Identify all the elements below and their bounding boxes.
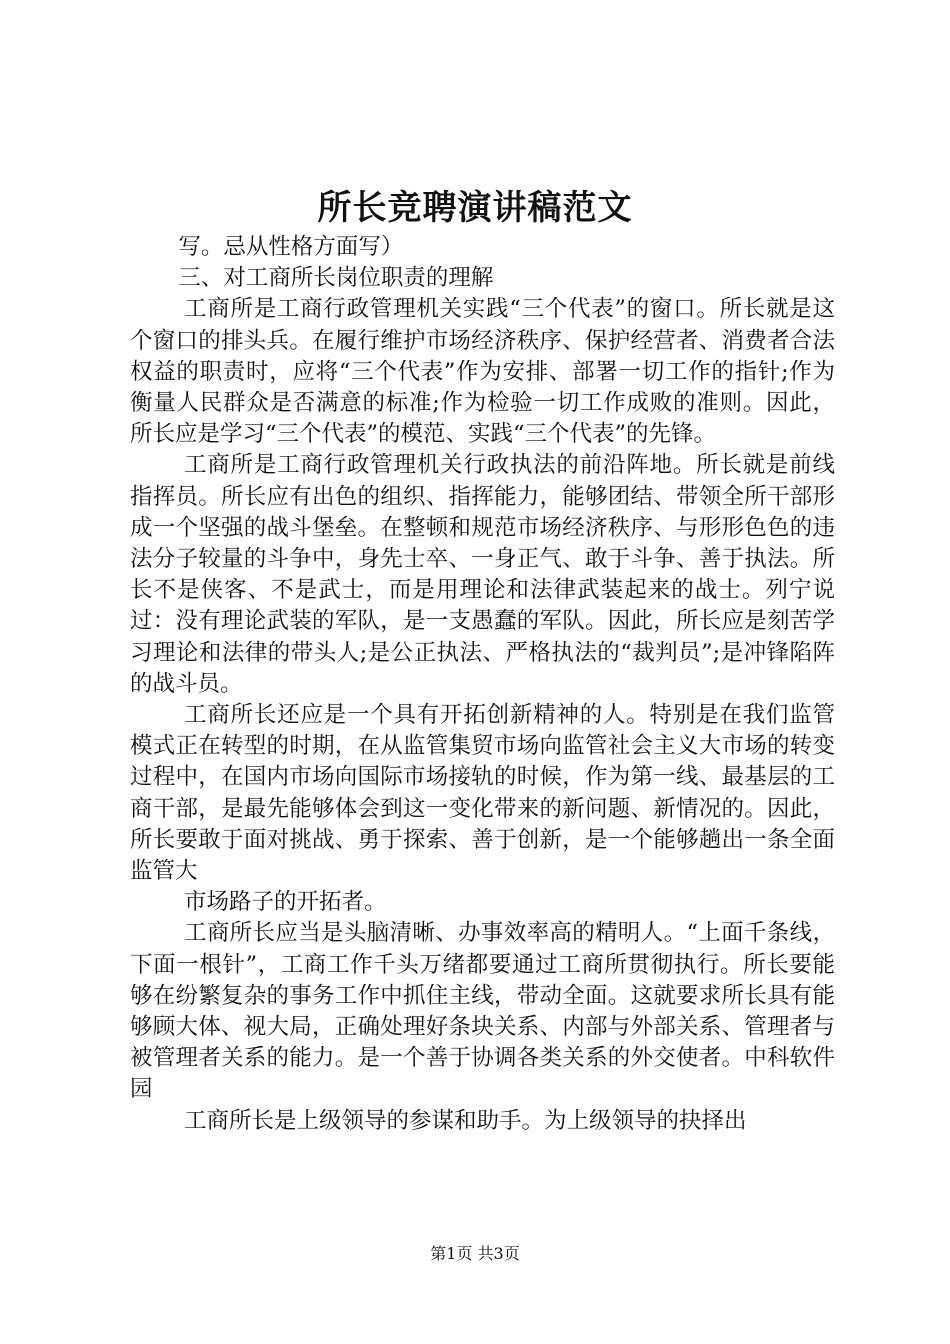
section-heading: 三、对工商所长岗位职责的理解	[178, 265, 494, 292]
page-number: 第1页 共3页	[430, 1244, 520, 1263]
paragraph-8: 工商所长是上级领导的参谋和助手。为上级领导的抉择出	[184, 1107, 747, 1134]
paragraph-6: 市场路子的开拓者。	[184, 889, 387, 916]
paragraph-5: 工商所长还应是一个具有开拓创新精神的人。特别是在我们监管模式正在转型的时期，在从监管集贸市场向监管社会主义大市场的转变过程中，在国内市场向国际市场接轨的时候，作为第一线、最基层的工商干部，是最先能够体会到这一变化带来的新问题、新情况的。因此，所长要敢于面对挑战、勇于探索、善于创新，是一个能够趟出一条全面监管大	[130, 702, 835, 885]
paragraph-1: 写。忌从性格方面写）	[178, 234, 404, 260]
paragraph-4: 工商所是工商行政管理机关行政执法的前沿阵地。所长就是前线指挥员。所长应有出色的组织、指挥能力，能够团结、带领全所干部形成一个坚强的战斗堡垒。在整顿和规范市场经济秩序、与形形色色的违法分子较量的斗争中，身先士卒、一身正气、敢于斗争、善于执法。所长不是侠客、不是武士，而是用理论和法律武装起来的战士。列宁说过：没有理论武装的军队，是一支愚蠢的军队。因此，所长应是刻苦学习理论和法律的带头人;是公正执法、严格执法的“裁判员”;是冲锋陷阵的战斗员。	[130, 452, 835, 697]
document-body	[130, 232, 835, 1137]
paragraph-3: 工商所是工商行政管理机关实践“三个代表”的窗口。所长就是这个窗口的排头兵。在履行维护市场经济秩序、保护经营者、消费者合法权益的职责时，应将“三个代表”作为安排、部署一切工作的指针;作为衡量人民群众是否满意的标准;作为检验一切工作成败的准则。因此，所长应是学习“三个代表”的模范、实践“三个代表”的先锋。	[130, 296, 835, 448]
paragraph-7: 工商所长应当是头脑清晰、办事效率高的精明人。“上面千条线，下面一根针”，工商工作千头万绪都要通过工商所贯彻执行。所长要能够在纷繁复杂的事务工作中抓住主线，带动全面。这就要求所长具有能够顾大体、视大局，正确处理好条块关系、内部与外部关系、管理者与被管理者关系的能力。是一个善于协调各类关系的外交使者。中科软件园	[130, 920, 835, 1103]
document-title: 所长竞聘演讲稿范文	[317, 188, 633, 228]
